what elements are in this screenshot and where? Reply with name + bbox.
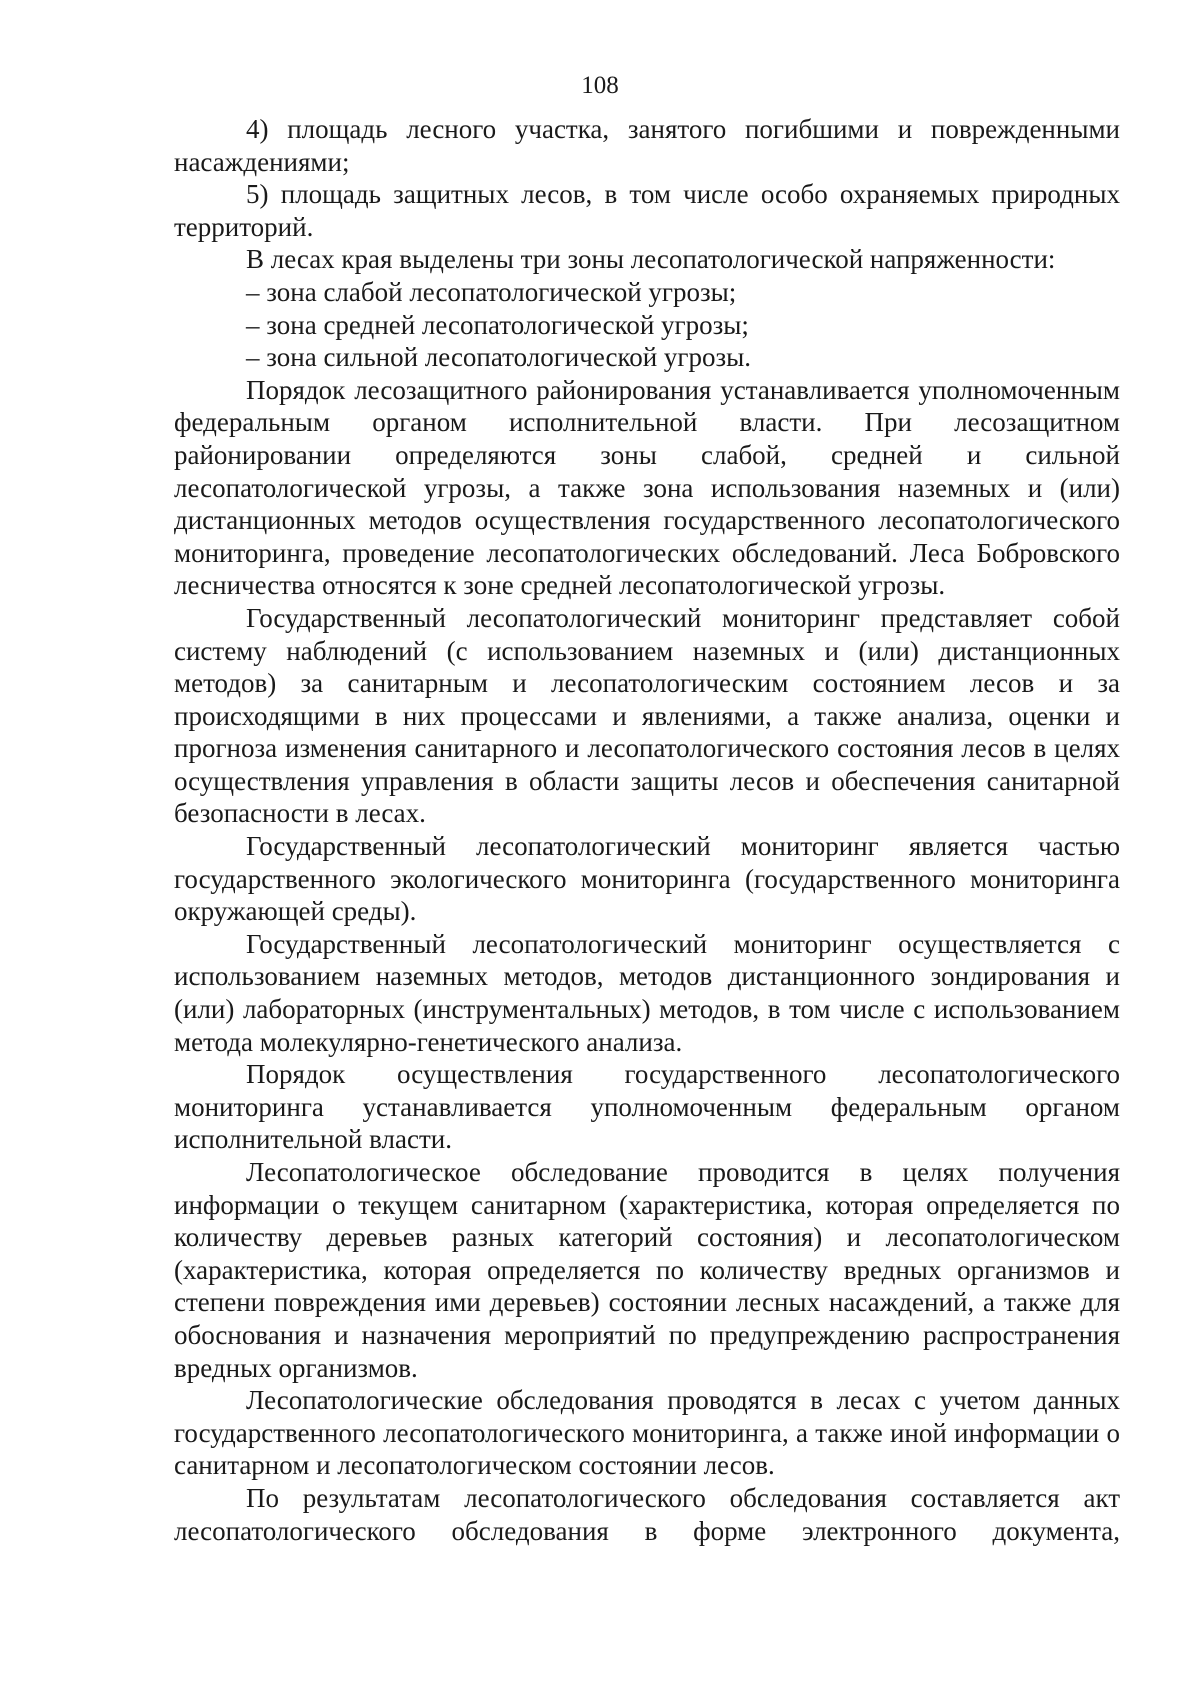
zones-intro: В лесах края выделены три зоны лесопатологической напряженности: [246, 244, 1056, 275]
zone-strong-threat: – зона сильной лесопатологической угрозы. [246, 342, 752, 373]
zone-medium-threat: – зона средней лесопатологической угрозы; [246, 309, 749, 340]
paragraph-survey-act: По результатам лесопатологического обследования составляется акт лесопатологического обследования в форме электронного документа, [174, 1482, 1120, 1546]
paragraph-survey-purpose: Лесопатологическое обследование проводится в целях получения информации о текущем санитарном (характеристика, которая определяется по количеству деревьев разных категорий состояния) и лесопатологическом (характеристика, которая определяется по количеству вредных организмов и степени повреждения ими деревьев) состоянии лесных насаждений, а также для обоснования и назначения мероприятий по предупреждению распространения вредных организмов. [174, 1157, 1120, 1383]
zone-weak-threat: – зона слабой лесопатологической угрозы; [246, 276, 737, 307]
paragraph-monitoring-methods: Государственный лесопатологический мониторинг осуществляется с использованием наземных методов, методов дистанционного зондирования и (или) лабораторных (инструментальных) методов, в том числе с использованием метода молекулярно-генетического анализа. [174, 928, 1120, 1057]
document-body [174, 113, 1120, 1547]
paragraph-zoning-procedure: Порядок лесозащитного районирования устанавливается уполномоченным федеральным органом исполнительной власти. При лесозащитном районировании определяются зоны слабой, средней и сильной лесопатологической угрозы, а также зона использования наземных и (или) дистанционных методов осуществления государственного лесопатологического мониторинга, проведение лесопатологических обследований. Леса Бобровского лесничества относятся к зоне средней лесопатологической угрозы. [174, 374, 1120, 601]
paragraph-survey-data: Лесопатологические обследования проводятся в лесах с учетом данных государственного лесопатологического мониторинга, а также иной информации о санитарном и лесопатологическом состоянии лесов. [174, 1385, 1120, 1481]
list-item-5: 5) площадь защитных лесов, в том числе особо охраняемых природных территорий. [174, 179, 1120, 242]
paragraph-monitoring-procedure: Порядок осуществления государственного лесопатологического мониторинга устанавливается уполномоченным федеральным органом исполнительной власти. [174, 1059, 1120, 1155]
paragraph-monitoring-definition: Государственный лесопатологический мониторинг представляет собой систему наблюдений (с использованием наземных и (или) дистанционных методов) за санитарным и лесопатологическим состоянием лесов и за происходящими в них процессами и явлениями, а также анализа, оценки и прогноза изменения санитарного и лесопатологического состояния лесов в целях осуществления управления в области защиты лесов и обеспечения санитарной безопасности в лесах. [174, 602, 1120, 829]
paragraph-monitoring-part-of-ecological: Государственный лесопатологический мониторинг является частью государственного экологического мониторинга (государственного мониторинга окружающей среды). [174, 831, 1120, 927]
list-item-4: 4) площадь лесного участка, занятого погибшими и поврежденными насаждениями; [174, 114, 1120, 177]
page-number: 108 [581, 72, 619, 99]
